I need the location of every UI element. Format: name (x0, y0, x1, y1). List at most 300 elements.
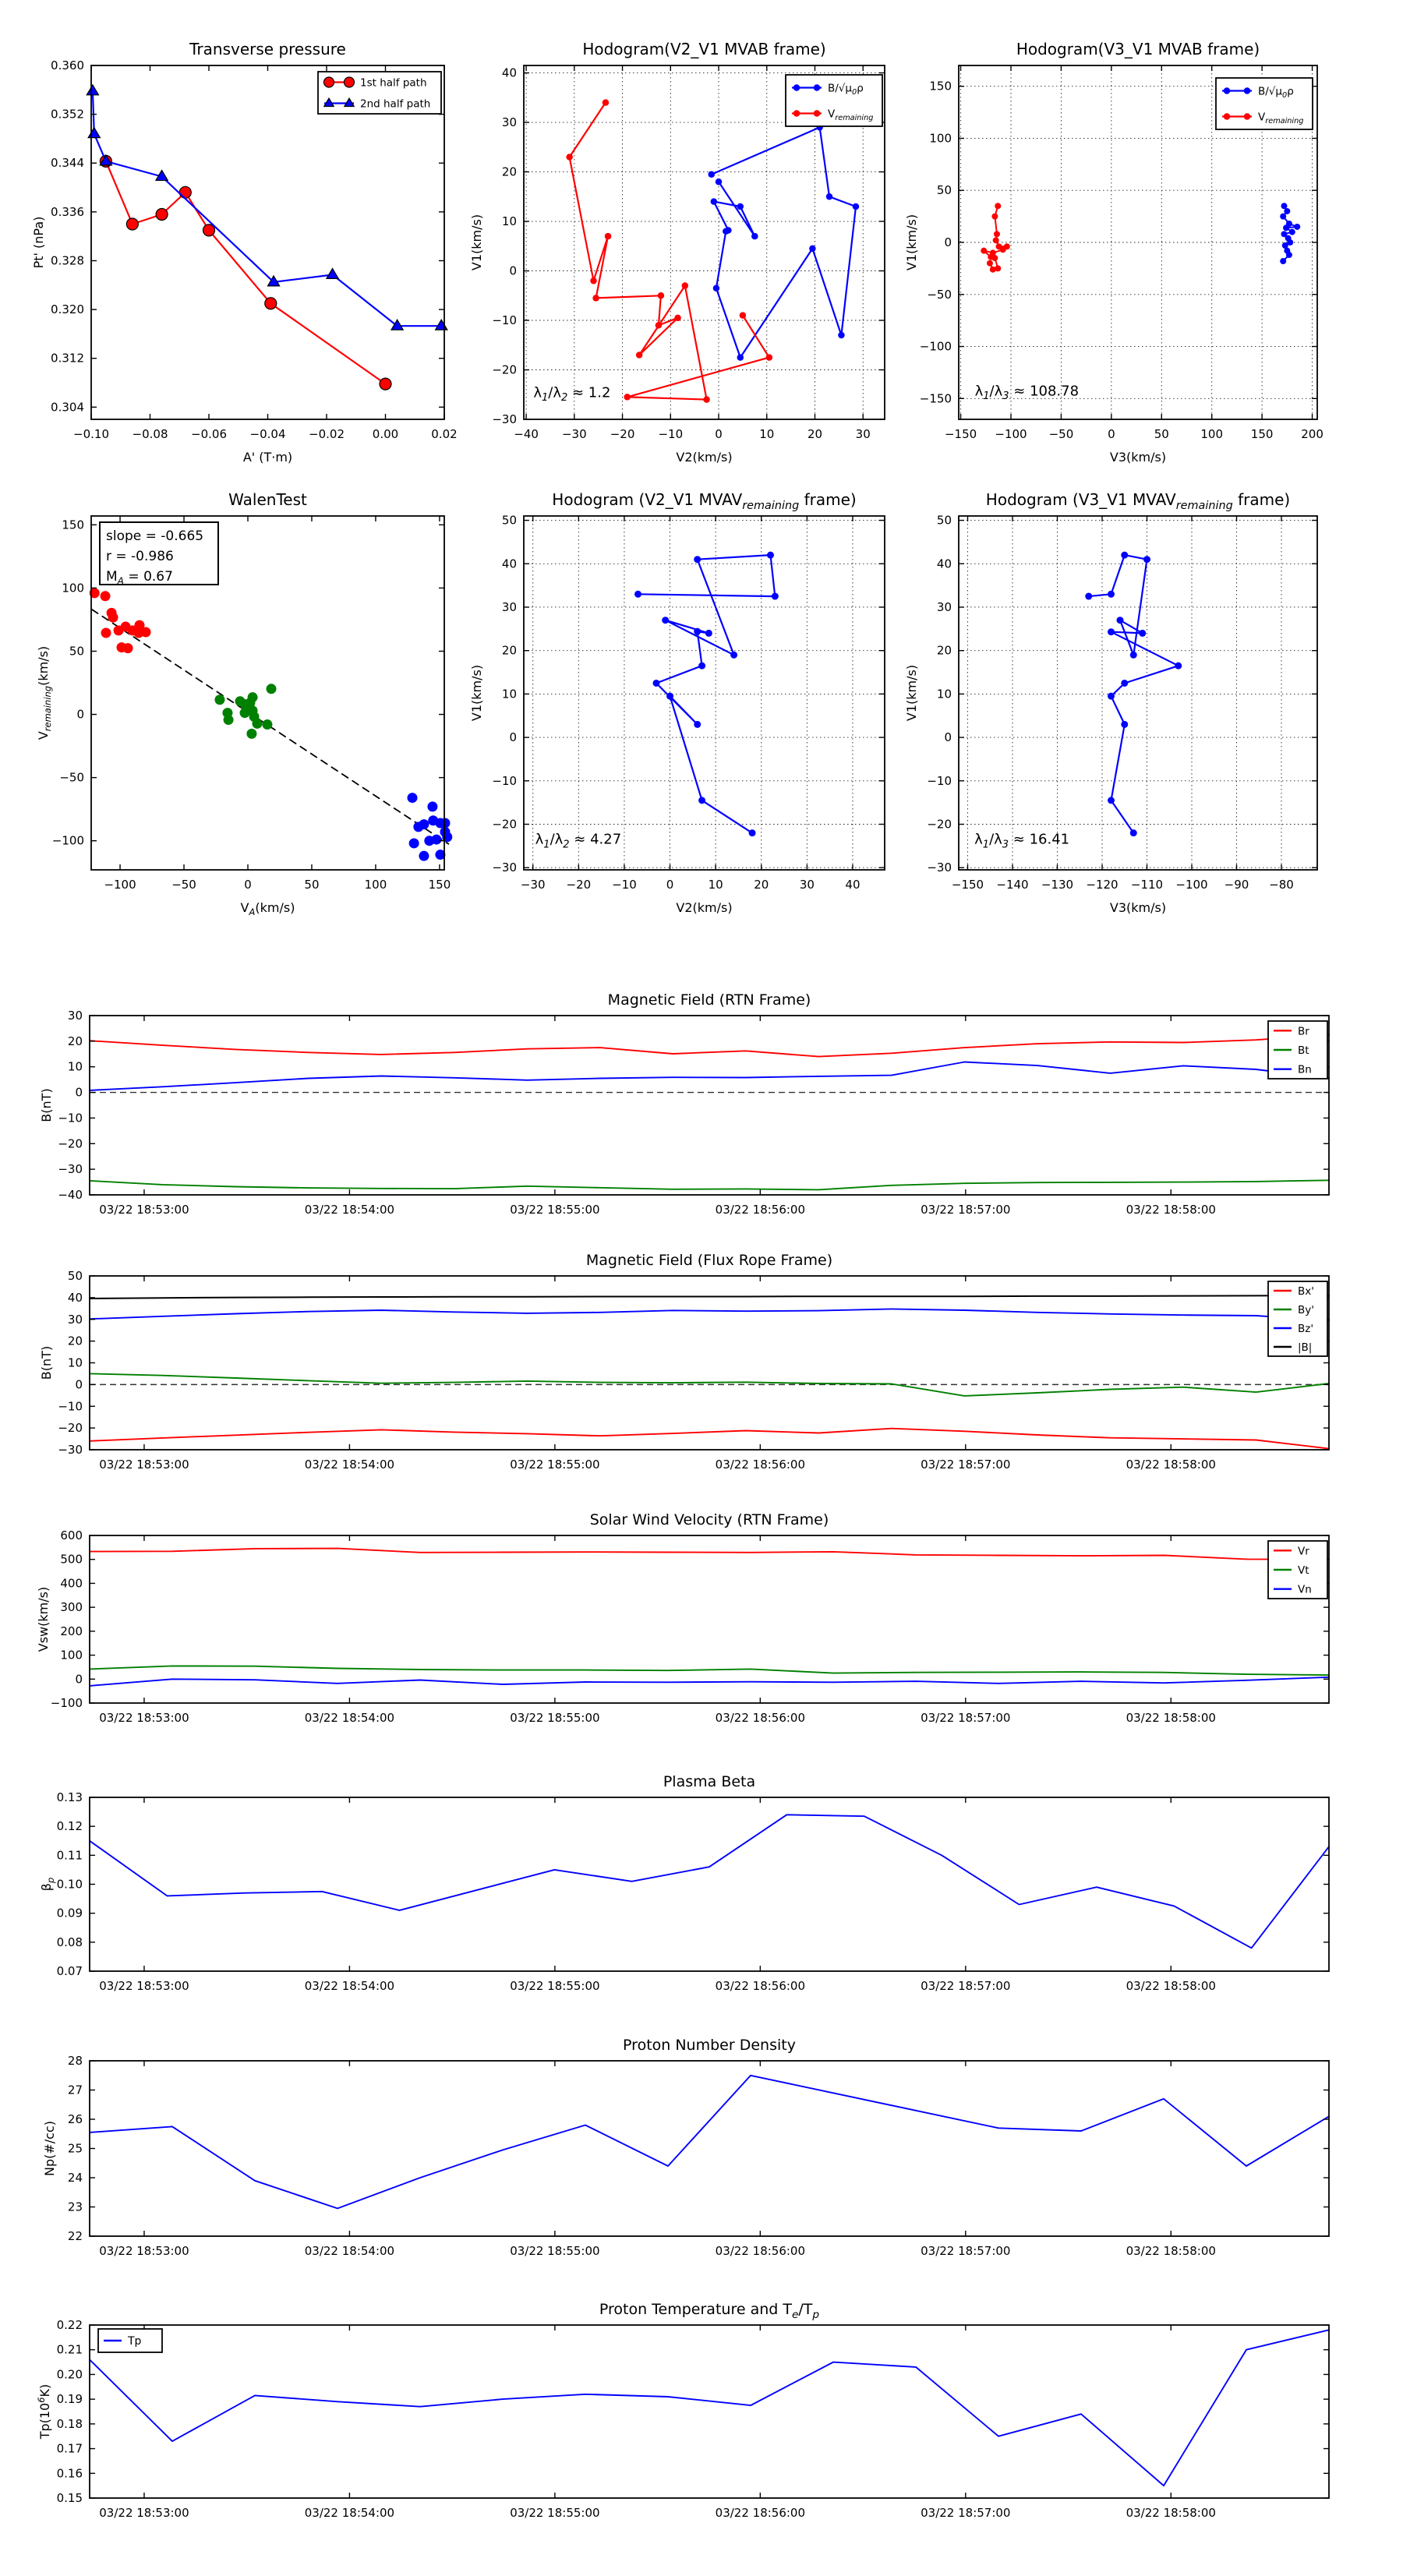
y-axis-label: $Tp(10^6K)$ (35, 2383, 52, 2440)
marker-dot (682, 282, 689, 289)
chart-walen-test (36, 490, 452, 917)
x-tick-label: 03/22 18:53:00 (99, 2244, 189, 2258)
marker-dot (826, 193, 833, 200)
marker-dot (767, 552, 774, 559)
y-tick-label: −10 (492, 773, 517, 788)
y-tick-label: −10 (58, 1111, 83, 1125)
y-tick-label: 24 (67, 2171, 83, 2185)
y-tick-label: −30 (58, 1162, 83, 1177)
series-1st-half-path (100, 155, 391, 390)
marker-dot (1284, 208, 1290, 214)
y-tick-label: 0.15 (56, 2491, 83, 2505)
marker-dot (1175, 663, 1182, 670)
marker-dot (705, 630, 712, 637)
marker-circle (203, 224, 215, 236)
y-tick-label: −10 (927, 773, 952, 788)
marker-dot (1000, 246, 1006, 253)
series-bz-prime (90, 1309, 1329, 1320)
marker-dot (252, 719, 262, 729)
x-tick-label: −0.06 (191, 427, 227, 441)
x-tick-label: 03/22 18:57:00 (921, 2506, 1011, 2520)
x-tick-label: 03/22 18:53:00 (99, 1711, 189, 1725)
ticks (90, 2061, 1329, 2236)
y-tick-label: 0.304 (51, 400, 84, 415)
y-tick-label: −30 (492, 412, 517, 426)
y-tick-label: 0.20 (56, 2367, 83, 2382)
ticks (90, 1535, 1329, 1703)
x-tick-label: 30 (855, 427, 871, 441)
marker-circle (380, 378, 391, 390)
chart-title: Hodogram(V3_V1 MVAB frame) (1016, 40, 1260, 58)
y-tick-label: 20 (936, 643, 952, 658)
y-tick-label: 0 (509, 730, 517, 745)
x-tick-label: −120 (1086, 878, 1119, 892)
marker-dot (246, 729, 256, 739)
y-tick-label: 25 (67, 2141, 83, 2156)
series-b-over-sqrt-mu0-rho (709, 124, 860, 361)
y-tick-label: 100 (929, 131, 952, 146)
series-line (90, 1180, 1329, 1189)
x-tick-label: 0 (244, 878, 252, 892)
marker-dot (123, 643, 133, 653)
marker-dot (141, 627, 151, 638)
y-tick-label: 150 (929, 79, 952, 94)
y-tick-label: 0.344 (51, 156, 84, 171)
legend (1268, 1021, 1327, 1079)
marker-dot (709, 171, 716, 178)
marker-dot (408, 793, 418, 803)
marker-dot (766, 354, 773, 361)
y-tick-label: 400 (60, 1576, 83, 1591)
legend (98, 2329, 162, 2352)
chart-hodogram-v2v1-mvab (469, 40, 885, 465)
marker-dot (993, 237, 999, 243)
series-line (90, 1666, 1329, 1675)
series-np (90, 2076, 1329, 2209)
marker-dot (740, 312, 747, 319)
x-tick-label: 03/22 18:54:00 (304, 1458, 395, 1472)
x-tick-label: 03/22 18:54:00 (304, 2244, 395, 2258)
x-tick-label: −0.04 (249, 427, 286, 441)
y-tick-label: 10 (67, 1059, 83, 1074)
marker-dot (1286, 252, 1292, 258)
marker-dot (1139, 630, 1146, 637)
y-tick-label: 50 (501, 513, 517, 528)
y-tick-label: 0.336 (51, 204, 84, 219)
legend-label: Bz' (1298, 1323, 1314, 1335)
x-tick-label: 03/22 18:57:00 (921, 1711, 1011, 1725)
y-tick-label: 30 (501, 115, 517, 130)
series-line (90, 1295, 1329, 1299)
x-tick-label: −100 (104, 878, 136, 892)
legend (1216, 78, 1313, 129)
marker-dot (1280, 214, 1286, 220)
legend-label: Br (1298, 1025, 1309, 1038)
marker-dot (427, 801, 437, 811)
marker-dot (1281, 203, 1287, 209)
marker-triangle (327, 268, 338, 278)
y-tick-label: −150 (919, 391, 952, 406)
stats-box-line: r = -0.986 (106, 549, 174, 564)
series-line (90, 1062, 1329, 1090)
x-tick-label: −130 (1041, 878, 1074, 892)
x-tick-label: 03/22 18:57:00 (921, 1458, 1011, 1472)
y-tick-label: 600 (60, 1528, 83, 1542)
x-tick-label: 03/22 18:55:00 (510, 1979, 600, 1993)
x-tick-label: 0.02 (431, 427, 458, 441)
y-axis-label: $\beta_p$ (39, 1877, 57, 1892)
chart-title: Magnetic Field (Flux Rope Frame) (585, 1252, 833, 1269)
y-tick-label: −100 (50, 1696, 83, 1710)
x-tick-label: 03/22 18:56:00 (715, 1203, 806, 1217)
y-tick-label: 20 (501, 164, 517, 179)
y-tick-label: 40 (501, 557, 517, 571)
legend-label: Bx' (1298, 1285, 1314, 1298)
x-tick-label: −20 (610, 427, 635, 441)
y-tick-label: −20 (492, 817, 517, 832)
axes-spines (90, 2061, 1329, 2236)
y-tick-label: 0 (75, 1377, 83, 1392)
y-tick-label: −20 (58, 1421, 83, 1436)
y-axis-label: V1(km/s) (904, 214, 919, 271)
series-br (90, 1035, 1329, 1057)
x-axis-label: V2(km/s) (676, 900, 733, 915)
y-tick-label: 30 (936, 599, 952, 614)
marker-dot (1289, 229, 1295, 235)
x-tick-label: 0 (715, 427, 723, 441)
marker-dot (566, 154, 573, 161)
y-tick-label: 30 (67, 1312, 83, 1327)
x-tick-label: −0.10 (73, 427, 109, 441)
chart-hodogram-v3v1-mvav (904, 490, 1317, 915)
marker-dot (1224, 87, 1231, 94)
legend-label: Bt (1298, 1044, 1309, 1057)
x-tick-label: 03/22 18:55:00 (510, 2506, 600, 2520)
marker-dot (1244, 113, 1251, 120)
marker-dot (793, 84, 800, 91)
series-beta-p (90, 1815, 1329, 1948)
marker-dot (674, 315, 681, 322)
y-tick-label: 0.320 (51, 302, 84, 317)
y-tick-label: 10 (936, 687, 952, 701)
marker-dot (592, 295, 599, 302)
annotation: $\lambda_1/\lambda_3 \approx 16.41$ (974, 831, 1070, 851)
ticks (90, 1276, 1329, 1450)
x-tick-label: 03/22 18:56:00 (715, 1979, 806, 1993)
y-tick-label: 0.352 (51, 107, 84, 122)
x-tick-label: 50 (1154, 427, 1169, 441)
y-tick-label: 30 (501, 599, 517, 614)
marker-dot (698, 663, 705, 670)
series-second-half-points (408, 793, 453, 861)
marker-dot (1121, 552, 1128, 559)
axes-spines (90, 1276, 1329, 1450)
y-tick-label: 20 (67, 1034, 83, 1048)
grid (959, 516, 1317, 870)
marker-dot (1294, 224, 1300, 230)
marker-dot (716, 178, 723, 186)
marker-dot (624, 394, 631, 401)
x-tick-label: 03/22 18:56:00 (715, 2244, 806, 2258)
legend (1268, 1281, 1327, 1356)
x-tick-label: 03/22 18:57:00 (921, 2244, 1011, 2258)
y-tick-label: 0.07 (56, 1964, 83, 1978)
x-tick-label: 0 (1108, 427, 1115, 441)
marker-dot (605, 233, 612, 240)
marker-dot (1143, 556, 1150, 563)
marker-dot (652, 680, 659, 687)
series-bt (90, 1180, 1329, 1189)
marker-dot (214, 694, 224, 705)
series-b-over-sqrt-mu0-rho (1280, 203, 1300, 264)
x-tick-label: 03/22 18:57:00 (921, 1979, 1011, 1993)
chart-proton-temperature (36, 2301, 1329, 2520)
marker-circle (156, 208, 168, 220)
y-axis-label: V1(km/s) (469, 214, 484, 271)
y-axis-label: Vsw(km/s) (36, 1586, 51, 1652)
series-vn (90, 1677, 1329, 1686)
y-axis-label: V1(km/s) (904, 664, 919, 722)
series-line (93, 91, 441, 326)
stats-box-line: slope = -0.665 (106, 528, 204, 544)
x-tick-label: 03/22 18:56:00 (715, 1458, 806, 1472)
marker-triangle (436, 320, 447, 330)
legend-label: Bn (1298, 1063, 1312, 1076)
marker-dot (101, 591, 111, 601)
series-vr (90, 1549, 1329, 1560)
marker-dot (991, 255, 998, 261)
y-tick-label: 23 (67, 2200, 83, 2214)
marker-dot (590, 277, 597, 284)
axes-spines (90, 1797, 1329, 1971)
x-tick-label: −40 (514, 427, 539, 441)
x-tick-label: 10 (708, 878, 723, 892)
chart-plasma-beta (39, 1773, 1329, 1993)
chart-transverse-pressure (31, 40, 458, 465)
chart-title: Solar Wind Velocity (RTN Frame) (589, 1511, 829, 1528)
x-tick-label: 03/22 18:55:00 (510, 1458, 600, 1472)
marker-dot (603, 99, 610, 106)
y-tick-label: 0.13 (56, 1790, 83, 1804)
series-line (90, 2330, 1329, 2486)
marker-dot (853, 203, 860, 210)
y-tick-label: −10 (58, 1399, 83, 1414)
y-tick-label: 0 (944, 730, 952, 745)
y-tick-label: 0.08 (56, 1935, 83, 1949)
legend-label: $V_{remaining}$ (1258, 111, 1304, 126)
annotation: $\lambda_1/\lambda_3 \approx 108.78$ (974, 383, 1080, 402)
marker-dot (694, 721, 701, 728)
y-tick-label: 0 (75, 1672, 83, 1687)
y-tick-label: 40 (936, 557, 952, 571)
x-tick-label: −10 (612, 878, 637, 892)
x-tick-label: 03/22 18:57:00 (921, 1203, 1011, 1217)
x-tick-label: −0.08 (132, 427, 168, 441)
marker-dot (248, 692, 258, 702)
y-tick-label: 100 (60, 1648, 83, 1663)
marker-dot (793, 110, 800, 117)
x-tick-label: 03/22 18:56:00 (715, 1711, 806, 1725)
y-tick-label: 0 (76, 707, 84, 722)
y-tick-label: 0.09 (56, 1906, 83, 1921)
y-tick-label: 0 (75, 1085, 83, 1100)
x-tick-label: −90 (1224, 878, 1249, 892)
marker-dot (409, 838, 419, 848)
series-line (90, 1677, 1329, 1686)
marker-dot (108, 613, 118, 623)
marker-dot (694, 628, 701, 635)
x-tick-label: 03/22 18:54:00 (304, 1203, 395, 1217)
x-tick-label: −150 (944, 427, 977, 441)
marker-circle (324, 77, 334, 87)
series-tp (90, 2330, 1329, 2486)
x-tick-label: −150 (951, 878, 984, 892)
marker-dot (694, 556, 701, 563)
y-tick-label: 28 (67, 2054, 83, 2068)
legend-label: Vr (1298, 1545, 1309, 1558)
chart-magnetic-field-rtn (39, 991, 1329, 1217)
x-tick-label: 100 (1200, 427, 1224, 441)
marker-dot (1130, 829, 1137, 836)
x-tick-label: −140 (996, 878, 1029, 892)
y-tick-label: 500 (60, 1552, 83, 1567)
marker-dot (995, 203, 1001, 209)
marker-dot (1108, 693, 1115, 700)
marker-dot (749, 829, 756, 836)
marker-dot (1244, 87, 1251, 94)
legend-label: $B/√\mu_0\rho$ (828, 82, 864, 97)
marker-dot (440, 818, 450, 829)
series-line (90, 1309, 1329, 1320)
axes-spines (90, 1535, 1329, 1703)
marker-triangle (391, 320, 403, 330)
y-tick-label: 10 (501, 687, 517, 701)
y-tick-label: 50 (936, 513, 952, 528)
series-vt (90, 1666, 1329, 1675)
y-tick-label: 0.17 (56, 2441, 83, 2456)
legend-label: |B| (1298, 1341, 1313, 1354)
marker-dot (1085, 593, 1092, 600)
y-tick-label: −10 (492, 313, 517, 328)
x-tick-label: 03/22 18:56:00 (715, 2506, 806, 2520)
chart-title: Transverse pressure (189, 40, 346, 58)
marker-dot (419, 851, 429, 861)
marker-dot (1283, 224, 1289, 231)
y-axis-label: B(nT) (39, 1088, 54, 1122)
x-tick-label: 03/22 18:58:00 (1126, 1203, 1216, 1217)
y-tick-label: 0 (509, 263, 517, 278)
chart-title: Plasma Beta (663, 1773, 756, 1790)
marker-dot (1280, 258, 1286, 264)
x-tick-label: 20 (754, 878, 769, 892)
chart-solar-wind-velocity-rtn (36, 1511, 1329, 1725)
x-tick-label: 03/22 18:58:00 (1126, 2244, 1216, 2258)
y-tick-label: 27 (67, 2083, 83, 2097)
marker-dot (698, 797, 705, 804)
chart-magnetic-field-flux-rope (39, 1252, 1329, 1472)
x-tick-label: 150 (1250, 427, 1274, 441)
y-tick-label: 40 (501, 65, 517, 80)
x-axis-label: $V_A(km/s)$ (240, 900, 295, 918)
x-tick-label: 03/22 18:53:00 (99, 1458, 189, 1472)
y-tick-label: 0.11 (56, 1848, 83, 1863)
x-tick-label: 0.00 (372, 427, 399, 441)
marker-circle (179, 186, 191, 198)
x-tick-label: 03/22 18:53:00 (99, 2506, 189, 2520)
legend-label: Tp (128, 2335, 142, 2348)
x-tick-label: 03/22 18:54:00 (304, 1979, 395, 1993)
x-tick-label: 03/22 18:55:00 (510, 1711, 600, 1725)
x-tick-label: −30 (520, 878, 546, 892)
y-tick-label: −100 (51, 833, 84, 848)
series-2nd-half-path (87, 85, 447, 330)
marker-dot (431, 835, 441, 845)
chart-title: Proton Temperature and $T_e/T_p$ (599, 2301, 820, 2321)
x-tick-label: 20 (807, 427, 823, 441)
x-tick-label: −100 (1175, 878, 1208, 892)
marker-circle (126, 218, 138, 230)
stats-box (100, 522, 218, 586)
marker-dot (772, 593, 779, 600)
y-tick-label: 26 (67, 2112, 83, 2126)
y-tick-label: −30 (58, 1443, 83, 1457)
y-tick-label: 300 (60, 1600, 83, 1615)
y-tick-label: 150 (62, 518, 84, 532)
legend (786, 75, 882, 126)
x-tick-label: −20 (566, 878, 592, 892)
chart-title: Magnetic Field (RTN Frame) (607, 991, 811, 1009)
chart-title: Hodogram(V2_V1 MVAB frame) (582, 40, 826, 58)
axes-spines (90, 2325, 1329, 2498)
marker-dot (737, 203, 744, 210)
y-tick-label: −30 (927, 860, 952, 875)
y-tick-label: 22 (67, 2229, 83, 2243)
stats-box-line: $M_A = 0.67$ (106, 569, 173, 587)
marker-dot (990, 267, 996, 273)
y-tick-label: 50 (936, 183, 952, 198)
y-tick-label: 10 (67, 1355, 83, 1370)
y-tick-label: 0.10 (56, 1877, 83, 1892)
x-tick-label: −30 (561, 427, 587, 441)
x-tick-label: −80 (1269, 878, 1294, 892)
legend-label: $V_{remaining}$ (828, 108, 874, 123)
y-tick-label: 40 (67, 1290, 83, 1305)
marker-dot (814, 110, 821, 117)
chart-proton-number-density (42, 2037, 1329, 2258)
series-velocity-hodogram (634, 552, 779, 837)
y-tick-label: 50 (69, 644, 84, 659)
x-tick-label: 200 (1301, 427, 1323, 441)
chart-title: Proton Number Density (623, 2037, 796, 2054)
x-tick-label: −50 (1048, 427, 1074, 441)
marker-dot (814, 84, 821, 91)
marker-dot (1130, 652, 1137, 659)
series-line (90, 1429, 1329, 1449)
marker-dot (1108, 591, 1115, 598)
marker-triangle (87, 85, 98, 95)
y-axis-label: $V_{remaining}(km/s)$ (36, 645, 54, 740)
ticks (524, 516, 885, 870)
chart-title: Hodogram (V2_V1 $MVAV_{remaining}$ frame) (552, 490, 857, 513)
x-tick-label: 03/22 18:54:00 (304, 1711, 395, 1725)
marker-dot (262, 719, 272, 730)
x-tick-label: 03/22 18:55:00 (510, 1203, 600, 1217)
series-v-remaining (981, 203, 1010, 272)
legend (318, 72, 441, 114)
y-tick-label: 20 (501, 643, 517, 658)
y-tick-label: −40 (58, 1188, 83, 1202)
x-tick-label: 03/22 18:58:00 (1126, 2506, 1216, 2520)
